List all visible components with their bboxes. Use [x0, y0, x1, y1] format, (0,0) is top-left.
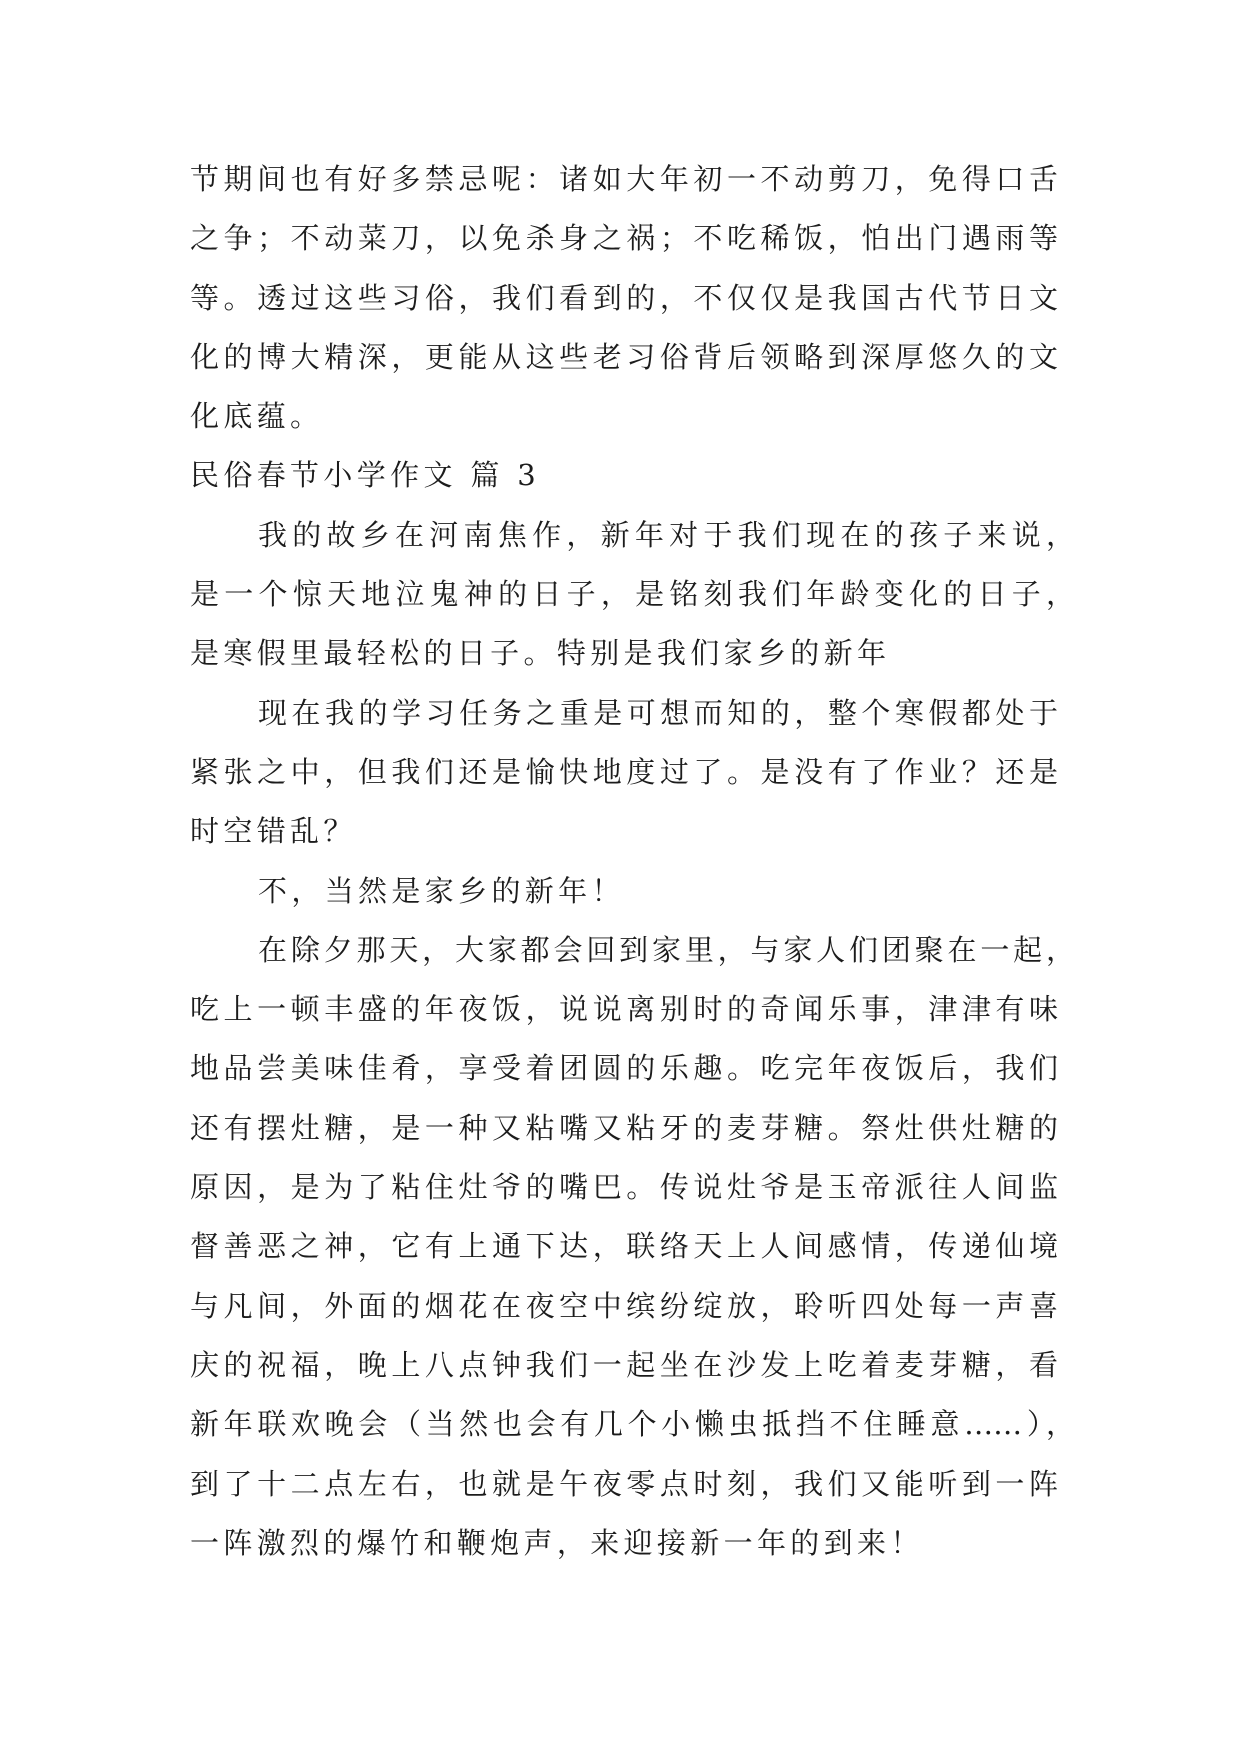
text-line: 督善恶之神，它有上通下达，联络天上人间感情，传递仙境	[190, 1229, 1058, 1264]
text-line: 在除夕那天，大家都会回到家里，与家人们团聚在一起，	[258, 932, 1075, 967]
text-line: 节期间也有好多禁忌呢：诸如大年初一不动剪刀，免得口舌	[190, 162, 1058, 196]
text-line: 我的故乡在河南焦作，新年对于我们现在的孩子来说，	[258, 517, 1075, 552]
text-line: 化底蕴。	[190, 399, 324, 434]
text-line: 是寒假里最轻松的日子。特别是我们家乡的新年	[190, 636, 891, 671]
text-line: 到了十二点左右，也就是午夜零点时刻，我们又能听到一阵	[190, 1466, 1058, 1501]
text-line: 不，当然是家乡的新年！	[258, 873, 625, 908]
paragraph	[190, 684, 1090, 862]
continued-paragraph	[190, 150, 1090, 446]
text-line: 之争；不动菜刀，以免杀身之祸；不吃稀饭，怕出门遇雨等	[190, 221, 1058, 256]
text-line: 庆的祝福，晚上八点钟我们一起坐在沙发上吃着麦芽糖，看	[190, 1347, 1058, 1382]
text-line: 一阵激烈的爆竹和鞭炮声，来迎接新一年的到来！	[190, 1525, 924, 1560]
text-line: 是一个惊天地泣鬼神的日子，是铭刻我们年龄变化的日子，	[190, 577, 1075, 612]
text-line: 与凡间，外面的烟花在夜空中缤纷绽放，聆听四处每一声喜	[190, 1288, 1058, 1323]
section-title: 民俗春节小学作文 篇 3	[190, 458, 541, 493]
text-line: 化的博大精深，更能从这些老习俗背后领略到深厚悠久的文	[190, 339, 1058, 374]
text-line: 紧张之中，但我们还是愉快地度过了。是没有了作业？还是	[190, 754, 1058, 789]
text-line: 还有摆灶糖，是一种又粘嘴又粘牙的麦芽糖。祭灶供灶糖的	[190, 1110, 1058, 1145]
paragraph	[190, 862, 1090, 921]
text-line: 现在我的学习任务之重是可想而知的，整个寒假都处于	[258, 695, 1058, 730]
text-line: 时空错乱？	[190, 814, 357, 849]
text-line: 原因，是为了粘住灶爷的嘴巴。传说灶爷是玉帝派往人间监	[190, 1170, 1058, 1205]
text-line: 地品尝美味佳肴，享受着团圆的乐趣。吃完年夜饭后，我们	[190, 1051, 1058, 1086]
text-line: 等。透过这些习俗，我们看到的，不仅仅是我国古代节日文	[190, 280, 1058, 315]
paragraph	[190, 506, 1090, 684]
document-body	[190, 150, 1090, 1573]
paragraph	[190, 921, 1090, 1573]
text-line: 新年联欢晚会（当然也会有几个小懒虫抵挡不住睡意……），	[190, 1407, 1075, 1442]
text-line: 吃上一顿丰盛的年夜饭，说说离别时的奇闻乐事，津津有味	[190, 992, 1058, 1027]
